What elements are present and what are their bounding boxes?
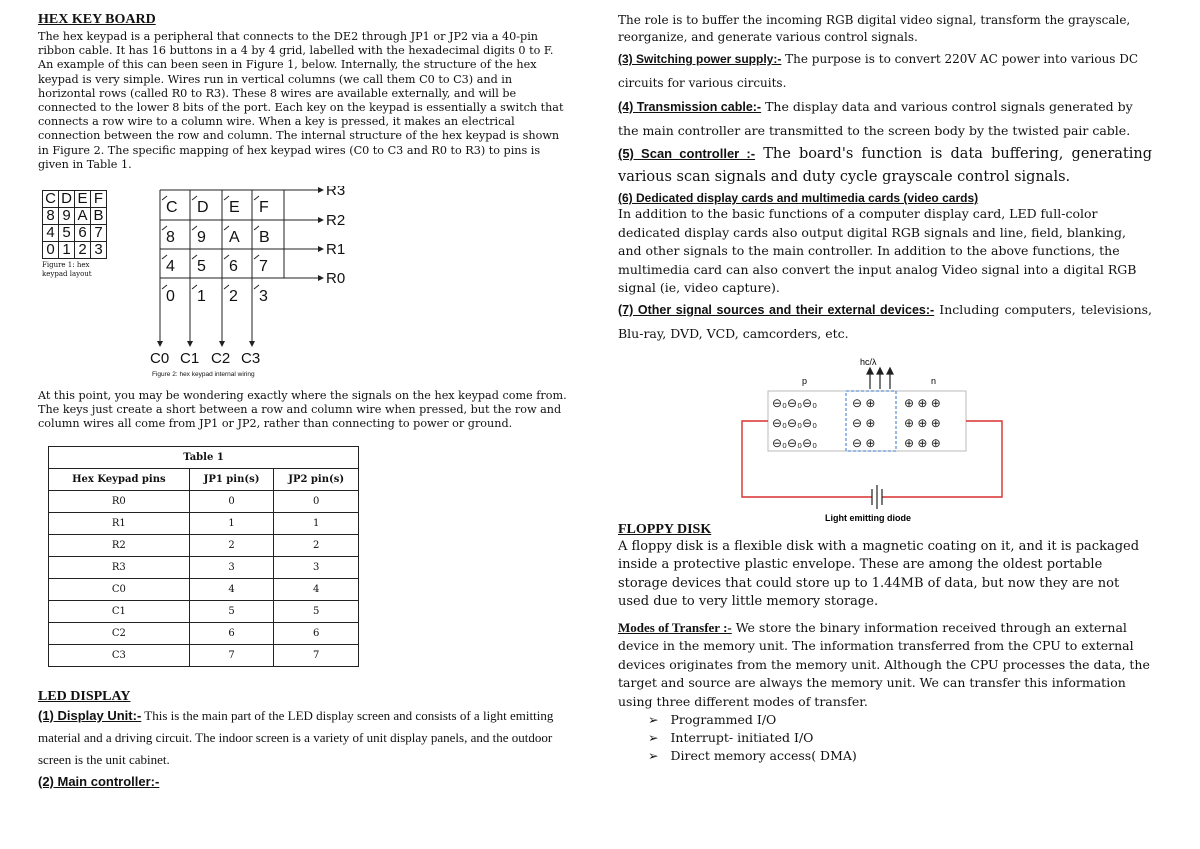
table-row [49, 534, 359, 556]
key-F: F [259, 199, 269, 217]
row-label-r3: R3 [326, 186, 346, 200]
table-cell: 5 [189, 600, 274, 622]
figure-1-keypad-layout [42, 190, 114, 279]
figure-2-caption: Figure 2: hex keypad internal wiring [152, 371, 255, 379]
diode-caption: Light emitting diode [825, 512, 911, 523]
table-row [49, 622, 359, 644]
figure-1-key: 9 [59, 208, 75, 225]
table-cell: R0 [49, 490, 190, 512]
led-section-3 [618, 47, 1152, 95]
figure-1-key: A [75, 208, 91, 225]
figure-1-key: B [91, 208, 107, 225]
table-cell: 1 [189, 512, 274, 534]
figure-1-key: 8 [43, 208, 59, 225]
table-header: Hex Keypad pins [49, 468, 190, 490]
table-row [49, 490, 359, 512]
modes-text: We store the binary information received through an external device in the memory unit. The information transferred from the CPU to external devices originates from the memory unit. Although the CPU processes the data, the target and source are always the memory unit. We can transfer this information using three different modes of transfer. [618, 619, 1150, 709]
table-header: JP1 pin(s) [189, 468, 274, 490]
table-cell: 4 [189, 578, 274, 600]
figure-1-key: 7 [91, 225, 107, 242]
key-4: 4 [166, 258, 175, 276]
main-controller-text: The role is to buffer the incoming RGB digital video signal, transform the grayscale, reorganize, and generate various control signals. [618, 13, 1131, 44]
figures-area [38, 186, 570, 396]
modes-paragraph [618, 619, 1152, 712]
key-1: 1 [197, 288, 206, 306]
right-column [618, 12, 1152, 765]
key-7: 7 [259, 258, 268, 276]
row-label-r2: R2 [326, 212, 346, 230]
depletion-charges [852, 396, 875, 450]
led-section-7 [618, 298, 1152, 345]
key-8: 8 [166, 229, 175, 247]
svg-text:⊖₀⊖₀⊖₀: ⊖₀⊖₀⊖₀ [772, 415, 818, 430]
key-C: C [166, 199, 178, 217]
key-5: 5 [197, 258, 206, 276]
table-cell: R1 [49, 512, 190, 534]
figure-1-key: 3 [91, 242, 107, 259]
table-row [49, 556, 359, 578]
modes-title: Modes of Transfer :- [618, 619, 732, 635]
table-cell: 0 [189, 490, 274, 512]
col-label-c2: C2 [211, 350, 231, 368]
key-A: A [229, 229, 240, 247]
n-side-electrons [904, 396, 941, 450]
table-cell: R2 [49, 534, 190, 556]
photon-label: hc/λ [860, 356, 877, 367]
led-display-heading: LED DISPLAY [38, 688, 131, 704]
table-row [49, 578, 359, 600]
table-cell: C2 [49, 622, 190, 644]
list-item: ➢ Interrupt- initiated I/O [648, 729, 1152, 747]
figure-2-wiring [150, 186, 450, 381]
modes-list [618, 711, 1152, 765]
key-6: 6 [229, 258, 238, 276]
table-cell: C0 [49, 578, 190, 600]
switching-power-text: The purpose is to convert 220V AC power into various DC circuits for various circuits. [618, 52, 1139, 90]
svg-text:⊖₀⊖₀⊖₀: ⊖₀⊖₀⊖₀ [772, 435, 818, 450]
switching-power-title: (3) Switching power supply:- [618, 52, 782, 66]
p-side-holes [772, 396, 817, 450]
col-label-c3: C3 [241, 350, 261, 368]
table-cell: 3 [189, 556, 274, 578]
main-controller-title: (2) Main controller:- [38, 773, 160, 789]
figure-1-caption: Figure 1: hex keypad layout [42, 261, 92, 279]
table-row [49, 644, 359, 666]
table-cell: 0 [274, 490, 359, 512]
hex-keyboard-heading: HEX KEY BOARD [38, 12, 156, 27]
display-unit-title: (1) Display Unit:- [38, 707, 142, 723]
svg-text:⊖ ⊕: ⊖ ⊕ [852, 395, 876, 410]
table-1 [48, 446, 359, 667]
figure-1-row [43, 225, 107, 242]
figure-1-key: 0 [43, 242, 59, 259]
figure-1-key: D [59, 191, 75, 208]
col-label-c0: C0 [150, 350, 170, 368]
svg-text:⊕ ⊕ ⊕: ⊕ ⊕ ⊕ [904, 435, 941, 450]
svg-text:⊕ ⊕ ⊕: ⊕ ⊕ ⊕ [904, 415, 941, 430]
table-title: Table 1 [49, 446, 359, 468]
figure-1-row [43, 242, 107, 259]
col-label-c1: C1 [180, 350, 200, 368]
hex-paragraph-1: The hex keypad is a peripheral that connects to the DE2 through JP1 or JP2 via a 40-pin ribbon cable. It has 16 buttons in a 4 by 4 grid, labelled with the hexadecimal digits 0 to F. An example of this can been seen in Figure 1, below. Internally, the structure of the hex keypad is very simple. Wires run in vertical columns (we call them C0 to C3) and in horizontal rows (called R0 to R3). These 8 wires are available externally, and will be connected to the lower 8 bits of the port. Each key on the keypad is essentially a switch that connects a row wire to a column wire. When a key is pressed, it makes an electrical connection between the row and column. The internal structure of the hex keypad is shown in Figure 2. The specific mapping of hex keypad wires (C0 to C3 and R0 to R3) to pins is given in Table 1. [38, 30, 564, 171]
left-column [38, 12, 570, 794]
led-section-2-title [38, 771, 570, 794]
transmission-cable-title: (4) Transmission cable:- [618, 100, 762, 114]
svg-text:⊖ ⊕: ⊖ ⊕ [852, 435, 876, 450]
battery-icon [872, 485, 882, 509]
svg-text:⊖₀⊖₀⊖₀: ⊖₀⊖₀⊖₀ [772, 395, 818, 410]
table-cell: 1 [274, 512, 359, 534]
led-section-5 [618, 142, 1152, 189]
svg-text:⊕ ⊕ ⊕: ⊕ ⊕ ⊕ [904, 395, 941, 410]
led-diode-diagram [736, 351, 1036, 526]
row-label-r0: R0 [326, 270, 346, 288]
table-row [49, 512, 359, 534]
key-9: 9 [197, 229, 206, 247]
signal-sources-title: (7) Other signal sources and their external devices:- [618, 302, 935, 317]
figure-1-key: F [91, 191, 107, 208]
display-cards-text: In addition to the basic functions of a computer display card, LED full-color dedicated display cards also output digital RGB signals and line, field, blanking, and other signals to the main controller. In addition to the above functions, the multimedia card can also convert the input analog Video signal into a digital RGB signal (ie, video capture). [618, 206, 1137, 295]
figure-1-key: E [75, 191, 91, 208]
figure-1-key: 6 [75, 225, 91, 242]
figure-1-row [43, 208, 107, 225]
list-item: ➢ Direct memory access( DMA) [648, 747, 1152, 765]
figure-1-key: 1 [59, 242, 75, 259]
signal-sources-text: Including computers, televisions, Blu-ray, DVD, VCD, camcorders, etc. [618, 301, 1153, 341]
scan-controller-title: (5) Scan controller :- [618, 146, 756, 161]
table-cell: 4 [274, 578, 359, 600]
scan-controller-text: The board's function is data buffering, generating various scan signals and duty cycle grayscale control signals. [618, 146, 1152, 185]
row-label-r1: R1 [326, 241, 346, 259]
figure-1-key: 2 [75, 242, 91, 259]
list-item: ➢ Programmed I/O [648, 711, 1152, 729]
table-header: JP2 pin(s) [274, 468, 359, 490]
figure-1-key: C [43, 191, 59, 208]
table-cell: 6 [274, 622, 359, 644]
table-cell: 7 [189, 644, 274, 666]
floppy-disk-heading: FLOPPY DISK [618, 521, 712, 537]
svg-text:⊖ ⊕: ⊖ ⊕ [852, 415, 876, 430]
key-E: E [229, 199, 240, 217]
table-cell: R3 [49, 556, 190, 578]
key-2: 2 [229, 288, 238, 306]
figure-1-row [43, 191, 107, 208]
n-label: n [931, 375, 937, 386]
key-3: 3 [259, 288, 268, 306]
display-unit-text: This is the main part of the LED display screen and consists of a light emitting material and a driving circuit. The indoor screen is a variety of unit display panels, and the outdoor screen is the unit cabinet. [38, 707, 554, 767]
table-row [49, 600, 359, 622]
led-section-4 [618, 95, 1152, 142]
table-cell: 5 [274, 600, 359, 622]
table-cell: C3 [49, 644, 190, 666]
led-section-1 [38, 705, 570, 771]
floppy-text: A floppy disk is a flexible disk with a magnetic coating on it, and it is packaged inside a protective plastic envelope. These are among the oldest portable storage devices that could store up to 1.44MB of data, but now they are not used due to very little memory storage. [618, 538, 1140, 609]
table-cell: 6 [189, 622, 274, 644]
figure-1-grid [42, 190, 107, 259]
table-cell: 2 [274, 534, 359, 556]
transmission-cable-text: The display data and various control signals generated by the main controller are transmitted to the screen body by the twisted pair cable. [618, 99, 1133, 138]
figure-1-key: 5 [59, 225, 75, 242]
key-D: D [197, 199, 209, 217]
key-0: 0 [166, 288, 175, 306]
hex-paragraph-2: At this point, you may be wondering exactly where the signals on the hex keypad come from. The keys just create a short between a row and column wire when pressed, but the row and column wires all come from JP1 or JP2, rather than connecting to power or ground. [38, 389, 567, 431]
table-cell: 3 [274, 556, 359, 578]
p-label: p [802, 375, 808, 386]
figure-1-key: 4 [43, 225, 59, 242]
table-cell: 7 [274, 644, 359, 666]
key-B: B [259, 229, 270, 247]
display-cards-title: (6) Dedicated display cards and multimedia cards (video cards) [618, 191, 979, 205]
table-cell: C1 [49, 600, 190, 622]
table-cell: 2 [189, 534, 274, 556]
